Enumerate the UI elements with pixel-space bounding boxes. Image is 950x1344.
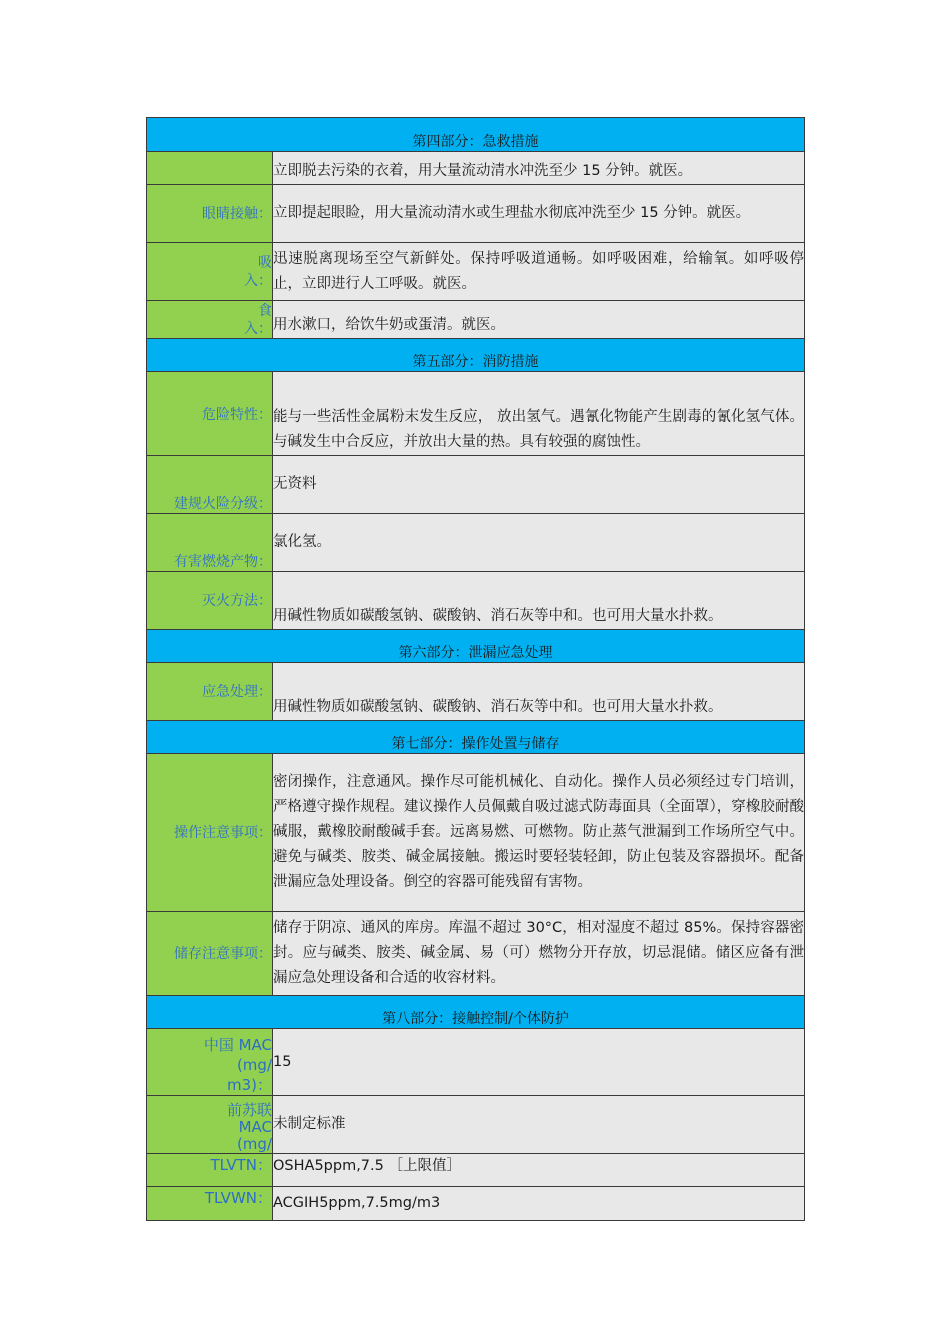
row-label: 中国 MAC (mg/ m3)： xyxy=(147,1029,273,1096)
row-tlvwn xyxy=(147,1187,805,1221)
row-tlvtn xyxy=(147,1154,805,1187)
section-title: 第四部分：急救措施 xyxy=(147,118,805,152)
row-label: 前苏联 MAC (mg/ xyxy=(147,1096,273,1154)
row-hazard-properties xyxy=(147,372,805,456)
row-value: 立即提起眼睑，用大量流动清水或生理盐水彻底冲洗至少 15 分钟。就医。 xyxy=(273,185,805,243)
row-emergency-handling xyxy=(147,663,805,721)
row-value: 未制定标准 xyxy=(273,1096,805,1154)
row-value: 迅速脱离现场至空气新鲜处。保持呼吸道通畅。如呼吸困难，给输氧。如呼吸停止，立即进行人工呼吸。就医。 xyxy=(273,243,805,301)
row-ussr-mac xyxy=(147,1096,805,1154)
row-combustion-products xyxy=(147,514,805,572)
row-label: TLVTN： xyxy=(147,1154,273,1187)
row-china-mac xyxy=(147,1029,805,1096)
section-header-exposure-control xyxy=(147,996,805,1029)
row-value: 用碱性物质如碳酸氢钠、碳酸钠、消石灰等中和。也可用大量水扑救。 xyxy=(273,572,805,630)
row-value: 储存于阴凉、通风的库房。库温不超过 30°C，相对湿度不超过 85%。保持容器密封。应与碱类、胺类、碱金属、易（可）燃物分开存放，切忌混储。储区应备有泄漏应急处理设备和合适的收容材料。 xyxy=(273,912,805,996)
row-extinguishing xyxy=(147,572,805,630)
row-label: 眼睛接触： xyxy=(147,185,273,243)
row-value: ACGIH5ppm,7.5mg/m3 xyxy=(273,1187,805,1221)
row-value: OSHA5ppm,7.5 ［上限值］ xyxy=(273,1154,805,1187)
section-title: 第七部分：操作处置与储存 xyxy=(147,721,805,754)
row-value: 用碱性物质如碳酸氢钠、碳酸钠、消石灰等中和。也可用大量水扑救。 xyxy=(273,663,805,721)
msds-table xyxy=(146,117,805,1221)
section-title: 第六部分：泄漏应急处理 xyxy=(147,630,805,663)
row-operation-precautions xyxy=(147,754,805,912)
row-label: 应急处理： xyxy=(147,663,273,721)
row-fire-class xyxy=(147,456,805,514)
row-value: 无资料 xyxy=(273,456,805,514)
section-header-accidental-release xyxy=(147,630,805,663)
row-value: 密闭操作，注意通风。操作尽可能机械化、自动化。操作人员必须经过专门培训，严格遵守操作规程。建议操作人员佩戴自吸过滤式防毒面具（全面罩），穿橡胶耐酸碱服，戴橡胶耐酸碱手套。远离易燃、可燃物。防止蒸气泄漏到工作场所空气中。避免与碱类、胺类、碱金属接触。搬运时要轻装轻卸，防止包装及容器损坏。配备泄漏应急处理设备。倒空的容器可能残留有害物。 xyxy=(273,754,805,912)
section-header-fire-fighting xyxy=(147,339,805,372)
row-inhalation xyxy=(147,243,805,301)
row-storage-precautions xyxy=(147,912,805,996)
row-label: 有害燃烧产物： xyxy=(147,514,273,572)
row-value: 能与一些活性金属粉末发生反应， 放出氢气。遇氰化物能产生剧毒的氰化氢气体。与碱发生中合反应，并放出大量的热。具有较强的腐蚀性。 xyxy=(273,372,805,456)
row-skin-contact xyxy=(147,152,805,185)
row-label: 灭火方法： xyxy=(147,572,273,630)
section-header-handling-storage xyxy=(147,721,805,754)
row-value: 用水漱口，给饮牛奶或蛋清。就医。 xyxy=(273,301,805,339)
section-title: 第五部分：消防措施 xyxy=(147,339,805,372)
row-value: 15 xyxy=(273,1029,805,1096)
row-value: 氯化氢。 xyxy=(273,514,805,572)
row-label: TLVWN： xyxy=(147,1187,273,1221)
row-label: 储存注意事项： xyxy=(147,912,273,996)
row-value: 立即脱去污染的衣着，用大量流动清水冲洗至少 15 分钟。就医。 xyxy=(273,152,805,185)
row-ingestion xyxy=(147,301,805,339)
row-label: 建规火险分级： xyxy=(147,456,273,514)
row-label: 食 入： xyxy=(147,301,273,339)
row-label: 危险特性： xyxy=(147,372,273,456)
row-label: 吸 入： xyxy=(147,243,273,301)
row-eye-contact xyxy=(147,185,805,243)
row-label xyxy=(147,152,273,185)
section-header-first-aid xyxy=(147,118,805,152)
section-title: 第八部分：接触控制/个体防护 xyxy=(147,996,805,1029)
row-label: 操作注意事项： xyxy=(147,754,273,912)
